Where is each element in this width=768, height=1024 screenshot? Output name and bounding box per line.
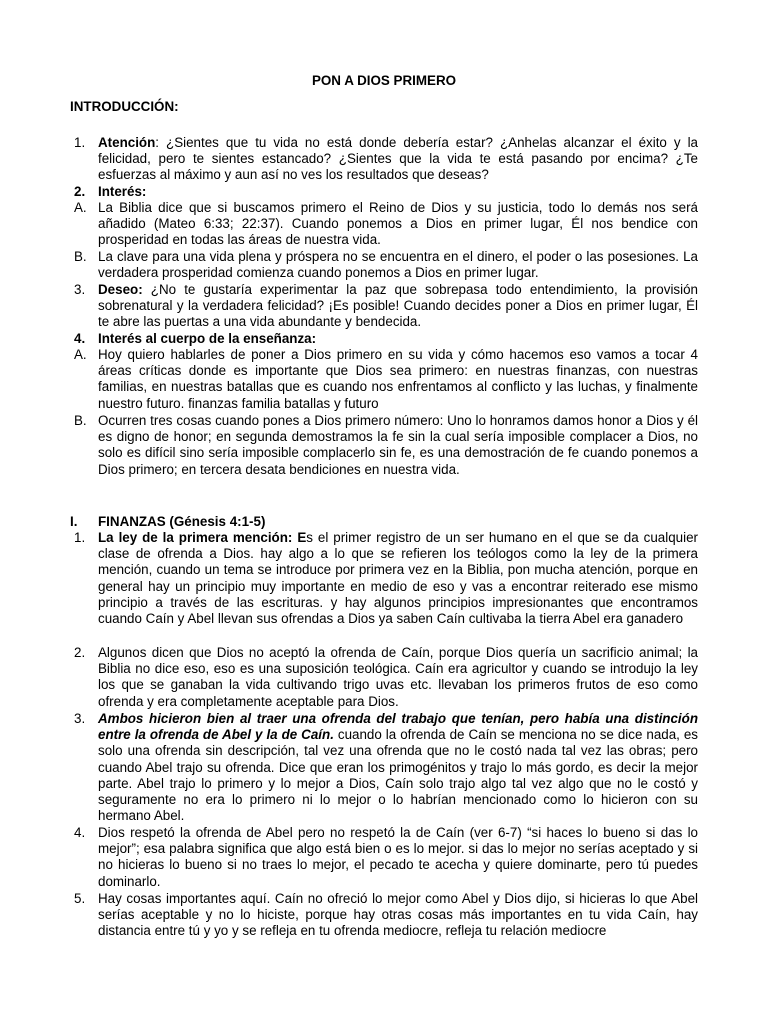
item-number: 1.: [74, 530, 86, 545]
intro-item: [74, 184, 698, 200]
section-title: FINANZAS (Génesis 4:1-5): [98, 514, 266, 529]
item-text: s el primer registro de un ser humano en el que se da cualquier clase de ofrenda a Dios. hay algo a lo que se refieren los teólogos como la ley de la primera mención, cuando un tema se introduce por primera vez en la Biblia, pon mucha atención, porque en general hay un principio muy importante en medio de eso y vas a encontrar reiterado ese mismo principio a través de las escrituras. y hay algunos principios impresionantes que encontramos cuando Caín y Abel llevan sus ofrendas a Dios ya saben Caín cultivaba la tierra Abel era ganadero: [98, 530, 698, 627]
section-item: [74, 645, 698, 710]
item-number: A.: [74, 200, 87, 215]
item-text: La Biblia dice que si buscamos primero el Reino de Dios y su justicia, todo lo demás nos será añadido (Mateo 6:33; 22:37). Cuando ponemos a Dios en primer lugar, Él nos bendice con prosperidad en todas las áreas de nuestra vida.: [98, 200, 698, 248]
item-number: 2.: [74, 645, 86, 660]
intro-item: [74, 249, 698, 281]
intro-item: [74, 200, 698, 249]
item-number: 3.: [74, 282, 86, 297]
intro-item: [74, 347, 698, 412]
document-title: PON A DIOS PRIMERO: [311, 73, 457, 88]
item-text: ¿No te gustaría experimentar la paz que sobrepasa todo entendimiento, la provisión sobrenatural y la verdadera felicidad? ¡Es posible! Cuando decides poner a Dios en primer lugar, Él te abre las puertas a una vida abundante y bendecida.: [98, 282, 698, 330]
item-number: 1.: [74, 135, 86, 150]
item-text: Algunos dicen que Dios no aceptó la ofrenda de Caín, porque Dios quería un sacrificio animal; la Biblia no dice eso, eso es una suposición teológica. Caín era agricultor y cuando se introdujo la ley los que se ganaban la vida cultivando trigo uvas etc. llevaban los primeros frutos de eso como ofrenda y era completamente aceptable para Dios.: [98, 645, 698, 709]
item-number: 5.: [74, 891, 86, 906]
item-label: Interés:: [98, 184, 147, 199]
item-number: 2.: [74, 184, 86, 199]
intro-heading: INTRODUCCIÓN:: [70, 99, 179, 114]
item-text: Hay cosas importantes aquí. Caín no ofreció lo mejor como Abel y Dios dijo, si hicieras lo que Abel serías aceptable y no lo hiciste, porque hay otras cosas más importantes en tu vida Caín, hay distancia entre tú y yo y se refleja en tu ofrenda mediocre, refleja tu relación mediocre: [98, 891, 698, 939]
intro-item: [74, 282, 698, 331]
section-item: [74, 711, 698, 824]
item-number: A.: [74, 347, 87, 362]
item-number: 4.: [74, 331, 86, 346]
item-text: La clave para una vida plena y próspera no se encuentra en el dinero, el poder o las posesiones. La verdadera prosperidad comienza cuando ponemos a Dios en primer lugar.: [98, 249, 698, 281]
intro-item: [74, 413, 698, 478]
item-text: : ¿Sientes que tu vida no está donde debería estar? ¿Anhelas alcanzar el éxito y la felicidad, pero te sientes estancado? ¿Sientes que la vida te está pasando por encima? ¿Te esfuerzas al máximo y aun así no ves los resultados que deseas?: [98, 135, 698, 183]
intro-item: [74, 331, 698, 347]
item-label: Ambos hicieron bien al traer una ofrenda del trabajo que tenían, pero había una distinción entre la ofrenda de Abel y la de Caín.: [98, 711, 698, 743]
section-item: [74, 891, 698, 940]
item-label: Atención: [98, 135, 156, 150]
item-label: Interés al cuerpo de la enseñanza:: [98, 331, 317, 346]
item-number: 3.: [74, 711, 86, 726]
section-number: I.: [70, 514, 78, 529]
item-text: cuando la ofrenda de Caín se menciona no se dice nada, es solo una ofrenda sin descripción, tal vez una ofrenda que no le costó nada tal vez las obras; pero cuando Abel trajo su ofrenda. Dice que eran los primogénitos y trajo lo más gordo, es decir la mejor parte. Abel trajo lo primero y lo mejor a Dios, Caín solo trajo algo tal vez algo que no le costó y seguramente no era lo primero ni lo mejor o lo habrían mencionado como lo hicieron con su hermano Abel.: [98, 727, 698, 824]
item-label: Deseo:: [98, 282, 143, 297]
item-text: Hoy quiero hablarles de poner a Dios primero en su vida y cómo hacemos eso vamos a tocar 4 áreas críticas donde es importante que Dios sea primero: en nuestras finanzas, con nuestras familias, en nuestras batallas que es cuando nos enfrentamos al conflicto y las luchas, y finalmente nuestro futuro. finanzas familia batallas y futuro: [98, 347, 698, 411]
item-number: B.: [74, 249, 87, 264]
item-number: 4.: [74, 825, 86, 840]
intro-item: [74, 135, 698, 184]
item-text: Ocurren tres cosas cuando pones a Dios primero número: Uno lo honramos damos honor a Dios y él es digno de honor; en segunda demostramos la fe sin la cual sería imposible complacer a Dios, no solo es difícil sino sería imposible complacerlo sin fe, es una demostración de fe cuando ponemos a Dios primero; en tercera desata bendiciones en nuestra vida.: [98, 413, 698, 477]
section-item: [74, 825, 698, 890]
section-item: [74, 530, 698, 627]
item-text: Dios respetó la ofrenda de Abel pero no respetó la de Caín (ver 6-7) “si haces lo bueno si das lo mejor”; esa palabra significa que algo está bien o es lo mejor. si das lo mejor no serías aceptado y si no hicieras lo bueno si no traes lo mejor, el pecado te acecha y quiere dominarte, pero tú puedes dominarlo.: [98, 825, 698, 889]
item-label: La ley de la primera mención: E: [98, 530, 307, 545]
item-number: B.: [74, 413, 87, 428]
